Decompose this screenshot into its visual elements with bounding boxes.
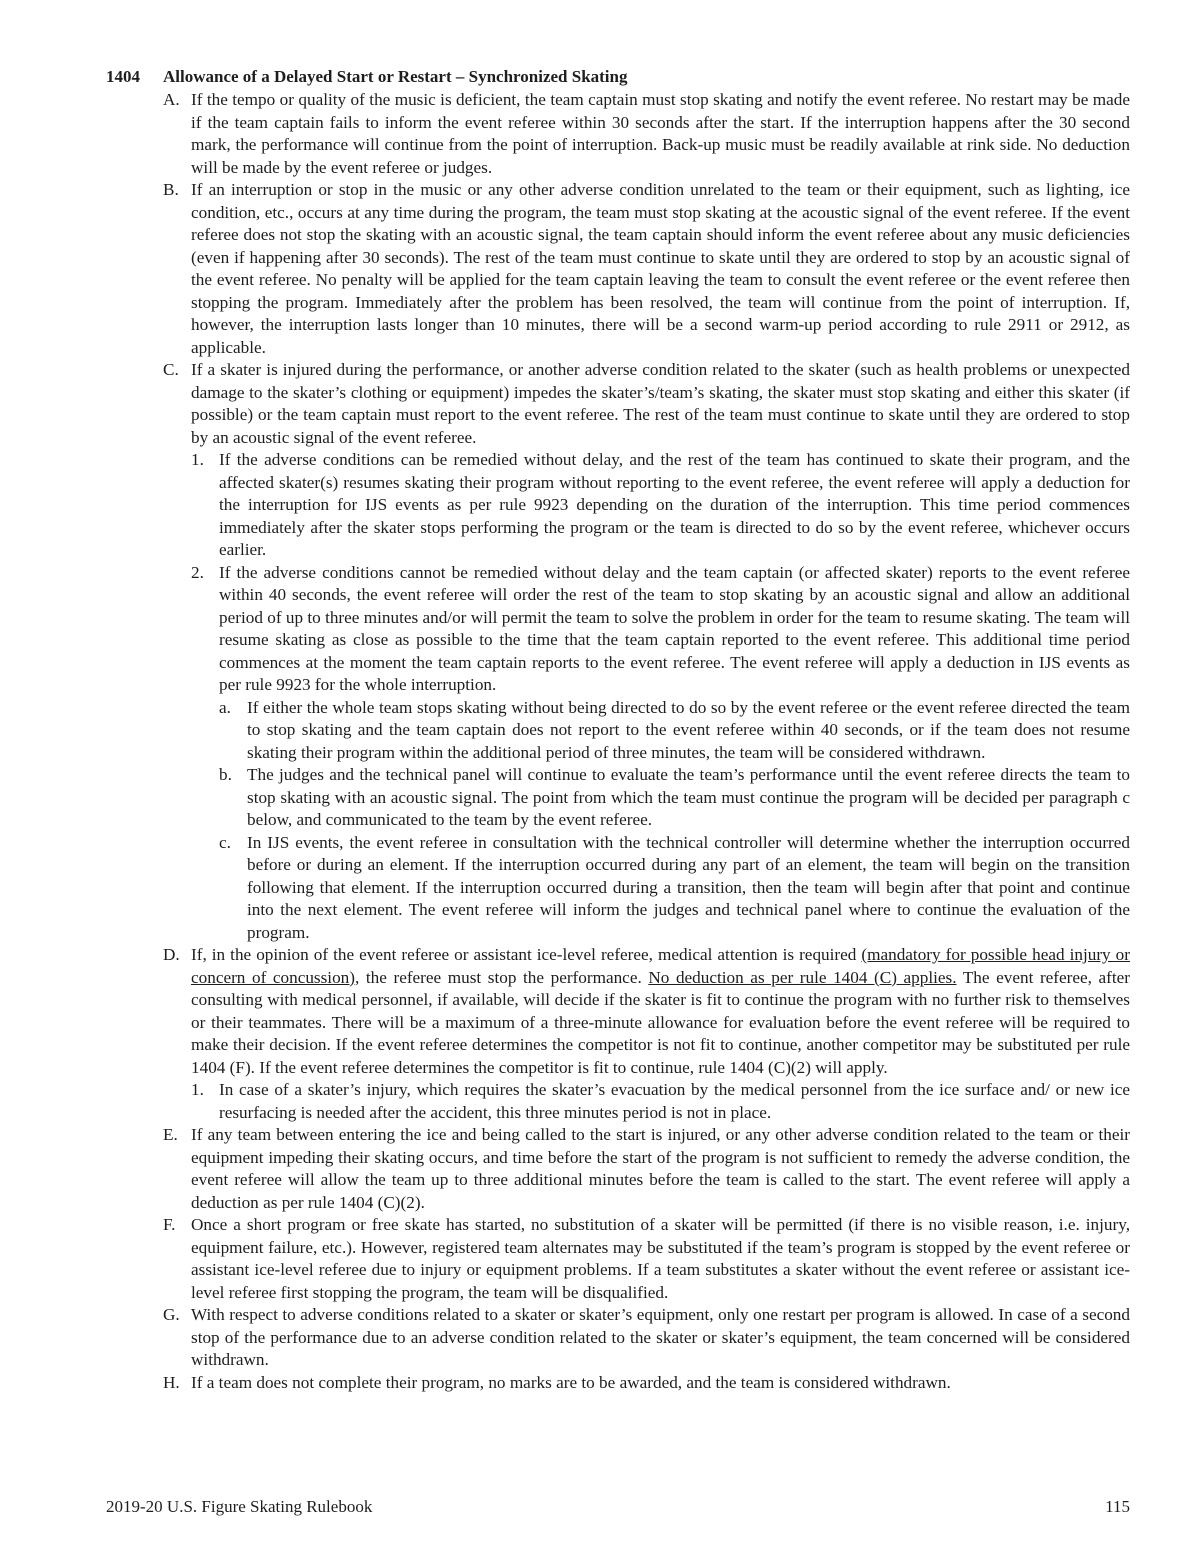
item-label: F. bbox=[163, 1215, 176, 1234]
subitem-text: If the adverse conditions cannot be remedied without delay and the team captain (or affected skater) reports to the event referee within 40 seconds, the event referee will order the rest of the team to stop skating by an acoustic signal and allow an additional period of up to three minutes and/or will permit the team to solve the problem in order for the team to resume skating. The team will resume skating as close as possible to the time that the team captain reported to the event referee. This additional time period commences at the moment the team captain reports to the event referee. The event referee will apply a deduction in IJS events as per rule 9923 for the whole interruption. bbox=[219, 562, 1130, 694]
item-label: C. bbox=[163, 360, 179, 379]
item-text: If a skater is injured during the performance, or another adverse condition related to the skater (such as health problems or unexpected damage to the skater’s clothing or equipment) impedes the skater’s/team’s skating, the skater must stop skating and either this skater (if possible) or the team captain must report to the event referee. The rest of the team must continue to skate until they are ordered to stop by an acoustic signal of the event referee. bbox=[191, 360, 1130, 447]
item-label: A. bbox=[163, 90, 180, 109]
item-label: D. bbox=[163, 945, 180, 964]
item-text: If any team between entering the ice and being called to the start is injured, or any other adverse condition related to the team or their equipment impeding their skating occurs, and time before the start of the program is not sufficient to remedy the adverse condition, the event referee will allow the team up to three additional minutes before the team is called to the start. The event referee will apply a deduction as per rule 1404 (C)(2). bbox=[191, 1125, 1130, 1212]
item-text: If an interruption or stop in the music or any other adverse condition unrelated to the team or their equipment, such as lighting, ice condition, etc., occurs at any time during the program, the team must stop skating at the acoustic signal of the event referee. If the event referee does not stop the skating with an acoustic signal, the team captain should inform the event referee about any music deficiencies (even if happening after 30 seconds). The rest of the team must continue to skate until they are ordered to stop by an acoustic signal of the event referee. No penalty will be applied for the team captain leaving the team to consult the event referee or the event referee then stopping the program. Immediately after the problem has been resolved, the team will continue from the point of interruption. If, however, the interruption lasts longer than 10 minutes, there will be a second warm-up period according to rule 2911 or 2912, as applicable. bbox=[191, 180, 1130, 357]
subitem-label: b. bbox=[219, 765, 232, 784]
rule-item-h bbox=[163, 1372, 1130, 1395]
rule-item-e bbox=[163, 1124, 1130, 1214]
section-number: 1404 bbox=[106, 67, 140, 86]
rule-item-f bbox=[163, 1214, 1130, 1304]
item-text: If, in the opinion of the event referee or assistant ice-level referee, medical attention is required bbox=[191, 945, 862, 964]
rule-item-c bbox=[163, 359, 1130, 449]
subitem-label: 2. bbox=[191, 562, 204, 582]
subitem-text: If the adverse conditions can be remedied without delay, and the rest of the team has continued to skate their program, and the affected skater(s) resumes skating their program without reporting to the event referee, the event referee will apply a deduction for the interruption for IJS events as per rule 9923 depending on the duration of the interruption. This time period commences immediately after the skater stops performing the program or the team is directed to do so by the event referee, whichever occurs earlier. bbox=[219, 450, 1130, 559]
item-text: Once a short program or free skate has started, no substitution of a skater will be permitted (if there is no visible reason, i.e. injury, equipment failure, etc.). However, registered team alternates may be substituted if the team’s program is stopped by the event referee or assistant ice-level referee due to injury or equipment problems. If a team substitutes a skater without the event referee or assistant ice-level referee first stopping the program, the team will be disqualified. bbox=[191, 1215, 1130, 1302]
rule-subitem-c2b bbox=[219, 764, 1130, 832]
rule-subitem-c2c bbox=[219, 832, 1130, 945]
rule-subitem-c2a bbox=[219, 697, 1130, 765]
item-label: E. bbox=[163, 1125, 178, 1144]
subitem-text: In IJS events, the event referee in consultation with the technical controller will determine whether the interruption occurred before or during an element. If the interruption occurred during any part of an element, the team will begin on the transition following that element. If the interruption occurred during a transition, then the team will begin after that point and continue into the next element. The event referee will inform the judges and technical panel where to continue the evaluation of the program. bbox=[247, 832, 1130, 942]
item-label: H. bbox=[163, 1372, 180, 1392]
rule-subitem-c1 bbox=[191, 449, 1130, 562]
section-body bbox=[163, 89, 1130, 1394]
section-heading bbox=[106, 66, 1136, 88]
subitem-text: If either the whole team stops skating without being directed to do so by the event referee or the event referee directed the team to stop skating and the team captain does not report to the event referee within 40 seconds, or if the team does not resume skating their program within the additional period of three minutes, the team will be considered withdrawn. bbox=[247, 697, 1130, 762]
subitem-label: c. bbox=[219, 832, 231, 852]
subitem-label: 1. bbox=[191, 1080, 204, 1099]
rule-item-g bbox=[163, 1304, 1130, 1372]
subitem-label: 1. bbox=[191, 450, 204, 469]
footer-book-title: 2019-20 U.S. Figure Skating Rulebook bbox=[106, 1497, 373, 1516]
item-text: With respect to adverse conditions related to a skater or skater’s equipment, only one restart per program is allowed. In case of a second stop of the performance due to an adverse condition related to the skater or skater’s equipment, the team concerned will be considered withdrawn. bbox=[191, 1305, 1130, 1369]
item-text: If a team does not complete their program, no marks are to be awarded, and the team is considered withdrawn. bbox=[191, 1372, 951, 1392]
rule-item-a bbox=[163, 89, 1130, 179]
rule-item-d bbox=[163, 944, 1130, 1079]
item-label: B. bbox=[163, 180, 179, 199]
section-title: Allowance of a Delayed Start or Restart – Synchronized Skating bbox=[163, 67, 628, 86]
item-text: , the referee must stop the performance. bbox=[355, 967, 649, 987]
item-text: If the tempo or quality of the music is deficient, the team captain must stop skating and notify the event referee. No restart may be made if the team captain fails to inform the event referee within 30 seconds after the start. If the interruption happens after the 30 second mark, the performance will continue from the point of interruption. Back-up music must be readily available at rink side. No deduction will be made by the event referee or judges. bbox=[191, 90, 1130, 177]
underlined-text: (mandatory for possible head injury or concern of concussion) bbox=[191, 945, 1130, 987]
footer-page-number: 115 bbox=[1105, 1497, 1130, 1516]
rule-subitem-c2 bbox=[191, 562, 1130, 697]
underlined-text: No deduction as per rule 1404 (C) applies. bbox=[648, 967, 957, 987]
item-label: G. bbox=[163, 1305, 180, 1324]
item-text: The event referee, after consulting with medical personnel, if available, will decide if the skater is fit to continue the program with no further risk to themselves or their teammates. There will be a maximum of a three-minute allowance for evaluation before the event referee will be required to make their decision. If the event referee determines the competitor is not fit to continue, another competitor may be substituted per rule 1404 (F). If the event referee determines the competitor is fit to continue, rule 1404 (C)(2) will apply. bbox=[191, 967, 1130, 1077]
subitem-label: a. bbox=[219, 697, 231, 717]
rule-item-b bbox=[163, 179, 1130, 359]
rule-subitem-d1 bbox=[191, 1079, 1130, 1124]
subitem-text: The judges and the technical panel will continue to evaluate the team’s performance until the event referee directs the team to stop skating with an acoustic signal. The point from which the team must continue the program will be decided per paragraph c below, and communicated to the team by the event referee. bbox=[247, 765, 1130, 829]
subitem-text: In case of a skater’s injury, which requires the skater’s evacuation by the medical personnel from the ice surface and/ or new ice resurfacing is needed after the accident, this three minutes period is not in place. bbox=[219, 1080, 1130, 1122]
